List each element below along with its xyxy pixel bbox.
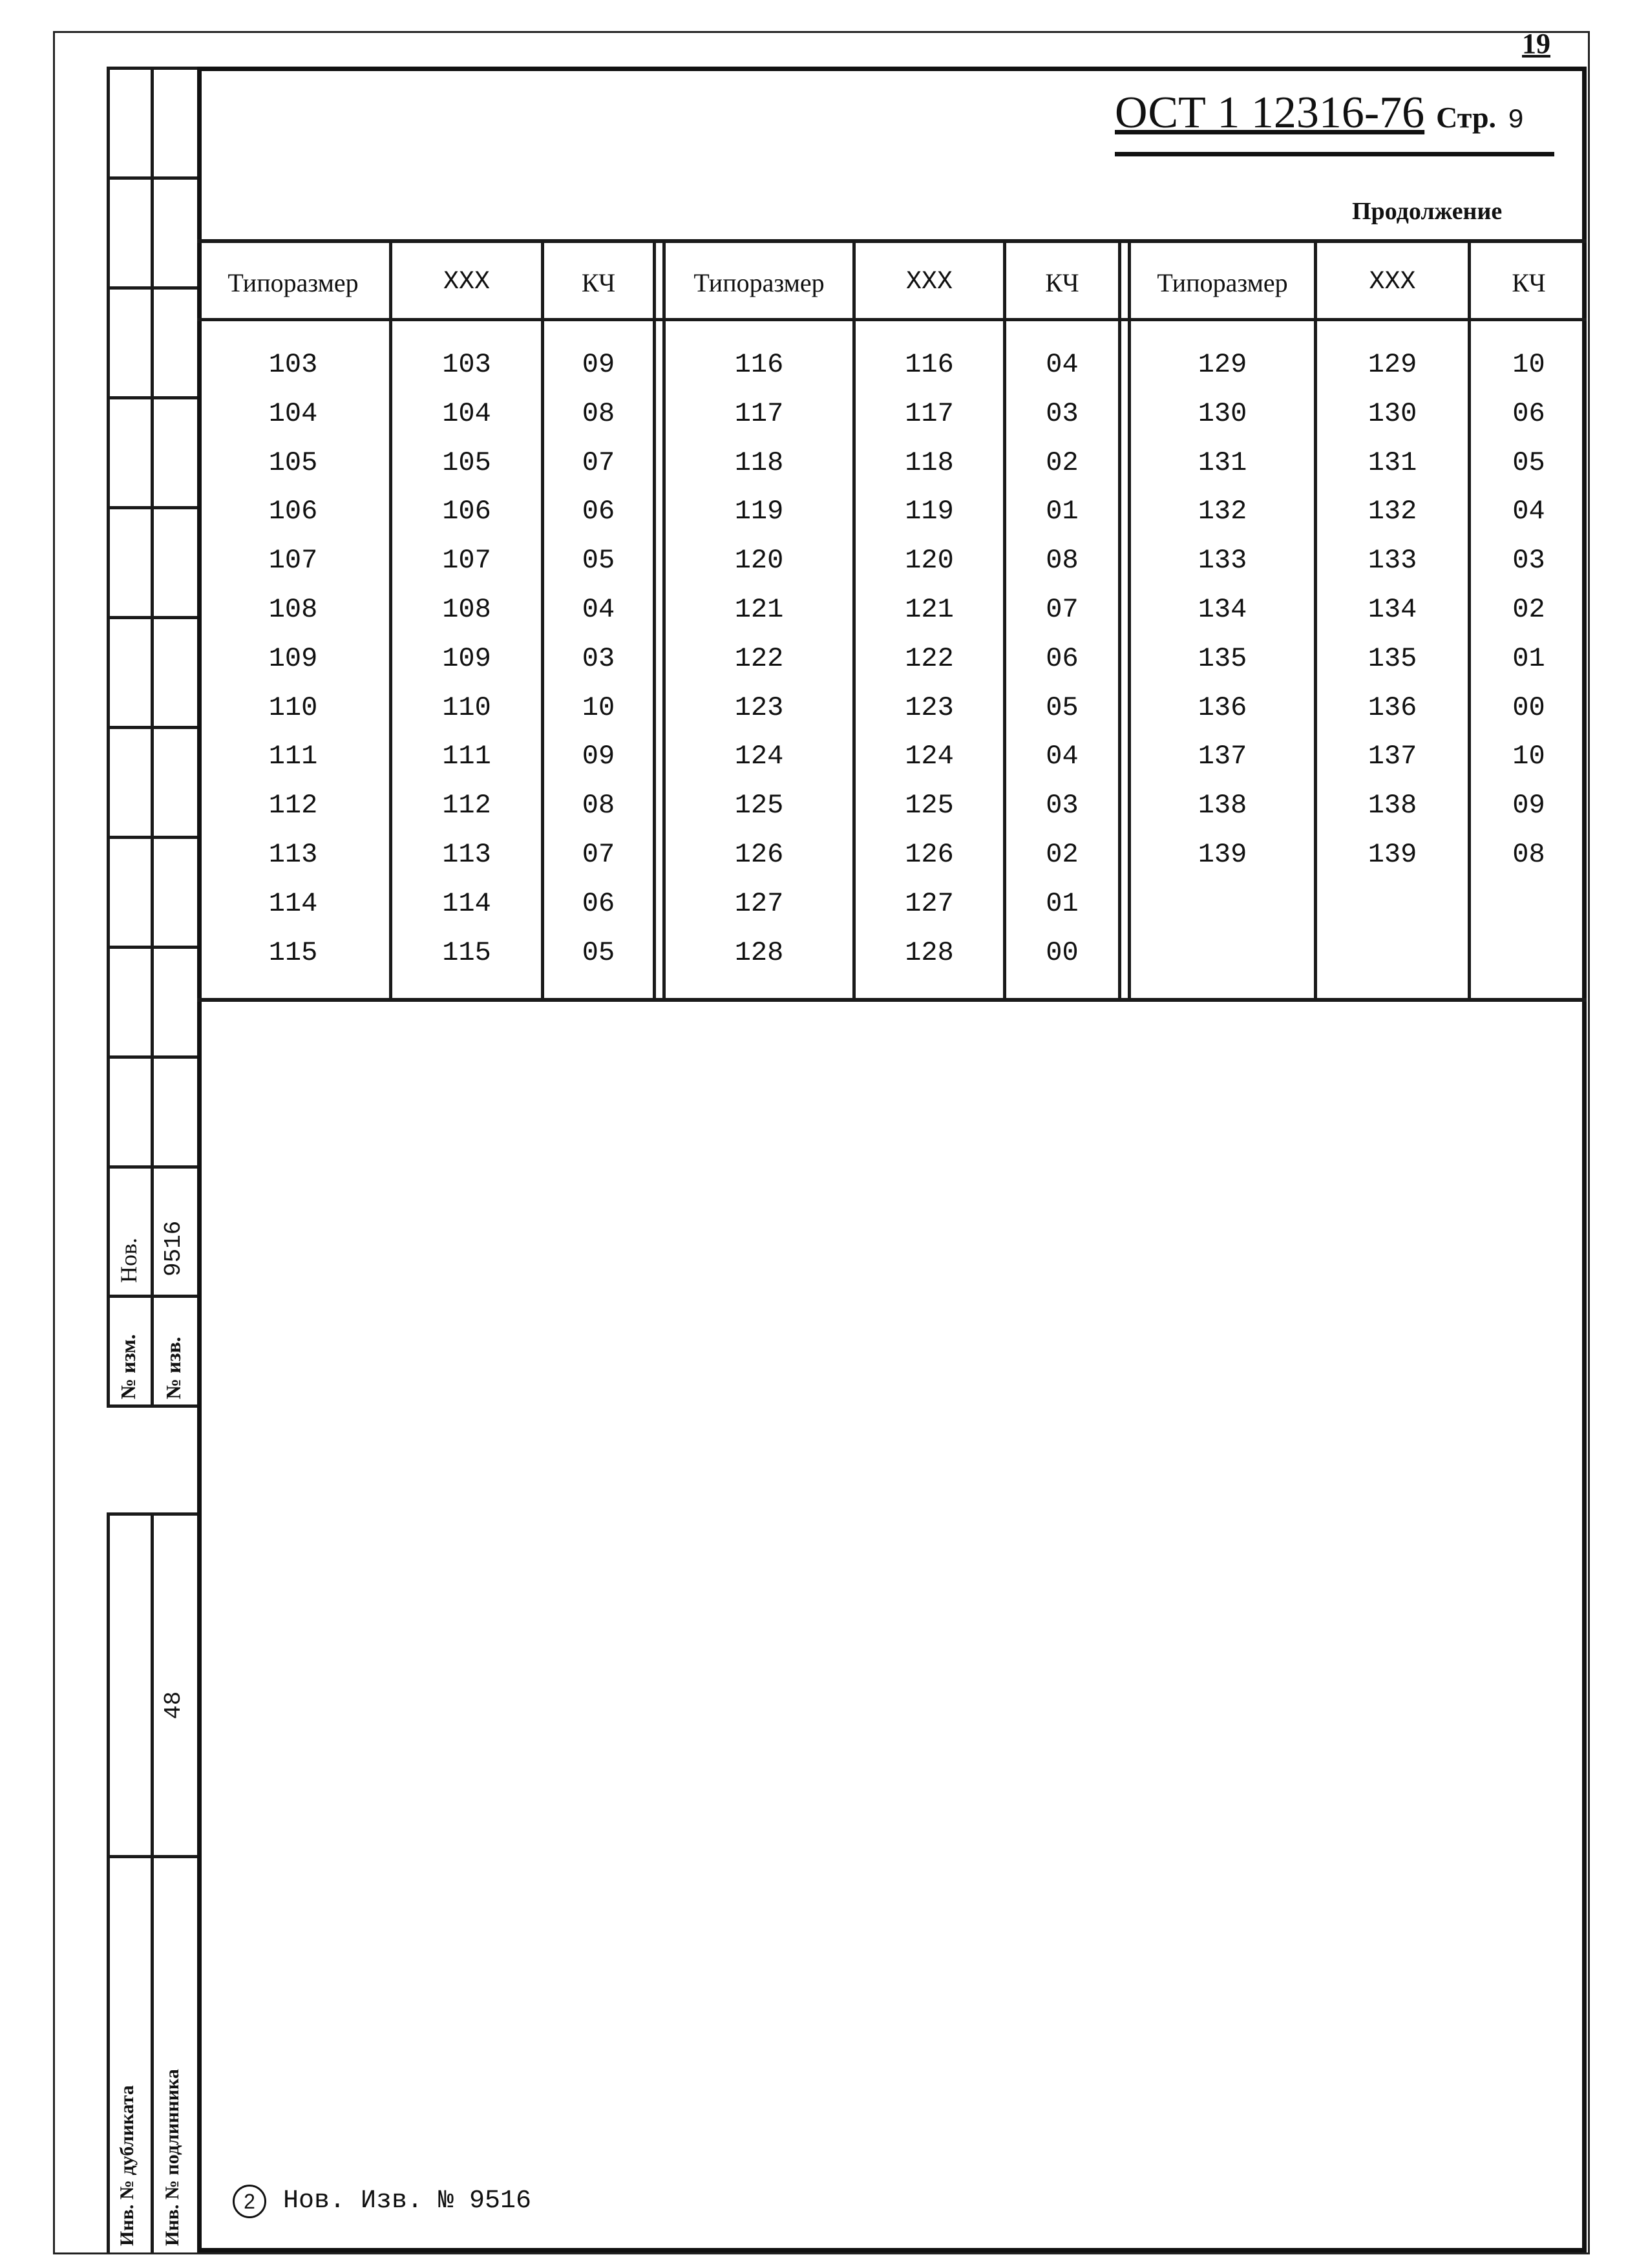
cell-size: 113 — [268, 839, 318, 870]
cell-xxx: 130 — [1368, 397, 1417, 429]
cell-xxx: 132 — [1368, 496, 1417, 527]
cell-xxx: 107 — [442, 545, 491, 577]
cell-kch: 08 — [582, 397, 615, 429]
cell-size: 126 — [734, 839, 784, 870]
continuation-label: Продолжение — [1352, 198, 1503, 225]
cell-size: 130 — [1198, 397, 1247, 429]
header-xxx-3: ХХХ — [1369, 268, 1416, 297]
cell-kch: 04 — [582, 594, 615, 625]
cell-size: 137 — [1198, 741, 1247, 772]
cell-size: 116 — [734, 349, 784, 380]
cell-kch: 03 — [582, 642, 615, 674]
cell-size: 122 — [734, 642, 784, 674]
cell-size: 115 — [268, 937, 318, 968]
cell-xxx: 113 — [442, 839, 491, 870]
cell-xxx: 105 — [442, 447, 491, 478]
side-original-label: Инв. № подлинника — [162, 2069, 183, 2246]
side-original-value: 48 — [160, 1691, 187, 1719]
side-change-label: № изм. — [116, 1334, 140, 1399]
cell-kch: 04 — [1046, 741, 1079, 772]
cell-kch: 04 — [1512, 496, 1545, 527]
footer-text: Нов. Изв. № 9516 — [283, 2187, 532, 2216]
cell-xxx: 104 — [442, 397, 491, 429]
side-notice-value: 9516 — [160, 1220, 187, 1277]
cell-xxx: 129 — [1368, 349, 1417, 380]
sheet-number: 19 — [1522, 28, 1550, 59]
cell-kch: 05 — [582, 545, 615, 577]
cell-kch: 07 — [582, 839, 615, 870]
cell-kch: 06 — [582, 496, 615, 527]
cell-xxx: 114 — [442, 887, 491, 919]
cell-size: 110 — [268, 692, 318, 723]
cell-xxx: 117 — [905, 397, 954, 429]
cell-kch: 06 — [1512, 397, 1545, 429]
cell-xxx: 103 — [442, 349, 491, 380]
cell-xxx: 139 — [1368, 839, 1417, 870]
cell-size: 103 — [268, 349, 318, 380]
cell-kch: 01 — [1512, 642, 1545, 674]
cell-xxx: 125 — [905, 790, 954, 821]
cell-xxx: 118 — [905, 447, 954, 478]
cell-xxx: 124 — [905, 741, 954, 772]
cell-size: 133 — [1198, 545, 1247, 577]
cell-xxx: 111 — [442, 741, 491, 772]
cell-kch: 09 — [582, 349, 615, 380]
cell-kch: 07 — [1046, 594, 1079, 625]
cell-xxx: 120 — [905, 545, 954, 577]
cell-size: 109 — [268, 642, 318, 674]
footer-note — [233, 2183, 531, 2218]
document-code: ОСТ 1 12316-76 — [1115, 88, 1425, 138]
cell-xxx: 123 — [905, 692, 954, 723]
cell-size: 105 — [268, 447, 318, 478]
cell-size: 129 — [1198, 349, 1247, 380]
cell-kch: 00 — [1512, 692, 1545, 723]
cell-kch: 10 — [1512, 741, 1545, 772]
cell-kch: 01 — [1046, 496, 1079, 527]
cell-xxx: 136 — [1368, 692, 1417, 723]
header-xxx-2: ХХХ — [905, 268, 953, 297]
cell-xxx: 137 — [1368, 741, 1417, 772]
cell-size: 111 — [268, 741, 318, 772]
cell-xxx: 110 — [442, 692, 491, 723]
cell-xxx: 134 — [1368, 594, 1417, 625]
cell-size: 127 — [734, 887, 784, 919]
cell-xxx: 138 — [1368, 790, 1417, 821]
cell-kch: 07 — [582, 447, 615, 478]
cell-xxx: 115 — [442, 937, 491, 968]
cell-xxx: 109 — [442, 642, 491, 674]
cell-kch: 02 — [1046, 447, 1079, 478]
cell-size: 117 — [734, 397, 784, 429]
cell-size: 123 — [734, 692, 784, 723]
cell-xxx: 119 — [905, 496, 954, 527]
circle-number-icon: 2 — [233, 2185, 266, 2218]
document-header — [1115, 87, 1554, 156]
cell-size: 106 — [268, 496, 318, 527]
cell-size: 128 — [734, 937, 784, 968]
cell-size: 120 — [734, 545, 784, 577]
cell-size: 114 — [268, 887, 318, 919]
side-duplicate-label: Инв. № дубликата — [116, 2085, 138, 2246]
cell-kch: 05 — [1046, 692, 1079, 723]
cell-xxx: 112 — [442, 790, 491, 821]
cell-xxx: 131 — [1368, 447, 1417, 478]
page-label: Стр. — [1436, 101, 1497, 134]
cell-size: 135 — [1198, 642, 1247, 674]
cell-size: 112 — [268, 790, 318, 821]
cell-size: 107 — [268, 545, 318, 577]
cell-xxx: 126 — [905, 839, 954, 870]
cell-kch: 09 — [582, 741, 615, 772]
header-size-3: Типоразмер — [1157, 268, 1288, 297]
cell-size: 136 — [1198, 692, 1247, 723]
cell-xxx: 133 — [1368, 545, 1417, 577]
cell-xxx: 121 — [905, 594, 954, 625]
header-kch-2: КЧ — [1045, 268, 1079, 297]
cell-kch: 05 — [1512, 447, 1545, 478]
cell-kch: 10 — [1512, 349, 1545, 380]
page-value: 9 — [1508, 105, 1525, 136]
cell-size: 132 — [1198, 496, 1247, 527]
side-notice-label: № изв. — [162, 1337, 185, 1399]
cell-kch: 08 — [1512, 839, 1545, 870]
cell-size: 108 — [268, 594, 318, 625]
cell-size: 131 — [1198, 447, 1247, 478]
cell-kch: 01 — [1046, 887, 1079, 919]
cell-kch: 08 — [1046, 545, 1079, 577]
side-stamp-upper — [107, 67, 197, 1408]
cell-size: 134 — [1198, 594, 1247, 625]
cell-size: 139 — [1198, 839, 1247, 870]
header-size-1: Типоразмер — [227, 268, 359, 297]
cell-kch: 03 — [1046, 397, 1079, 429]
cell-xxx: 108 — [442, 594, 491, 625]
cell-xxx: 135 — [1368, 642, 1417, 674]
header-kch-1: КЧ — [581, 268, 616, 297]
cell-kch: 09 — [1512, 790, 1545, 821]
side-change-value: Нов. — [116, 1238, 142, 1283]
cell-kch: 05 — [582, 937, 615, 968]
cell-kch: 04 — [1046, 349, 1079, 380]
cell-kch: 06 — [582, 887, 615, 919]
cell-size: 118 — [734, 447, 784, 478]
header-size-2: Типоразмер — [693, 268, 825, 297]
cell-size: 138 — [1198, 790, 1247, 821]
cell-kch: 10 — [582, 692, 615, 723]
cell-size: 119 — [734, 496, 784, 527]
cell-kch: 02 — [1046, 839, 1079, 870]
cell-kch: 06 — [1046, 642, 1079, 674]
cell-xxx: 122 — [905, 642, 954, 674]
cell-kch: 02 — [1512, 594, 1545, 625]
cell-xxx: 127 — [905, 887, 954, 919]
cell-kch: 08 — [582, 790, 615, 821]
cell-kch: 00 — [1046, 937, 1079, 968]
header-kch-3: КЧ — [1512, 268, 1546, 297]
cell-xxx: 128 — [905, 937, 954, 968]
cell-kch: 03 — [1512, 545, 1545, 577]
cell-xxx: 116 — [905, 349, 954, 380]
data-table — [197, 239, 1587, 1002]
cell-kch: 03 — [1046, 790, 1079, 821]
cell-size: 121 — [734, 594, 784, 625]
cell-size: 125 — [734, 790, 784, 821]
header-xxx-1: ХХХ — [443, 268, 490, 297]
cell-size: 124 — [734, 741, 784, 772]
cell-size: 104 — [268, 397, 318, 429]
cell-xxx: 106 — [442, 496, 491, 527]
